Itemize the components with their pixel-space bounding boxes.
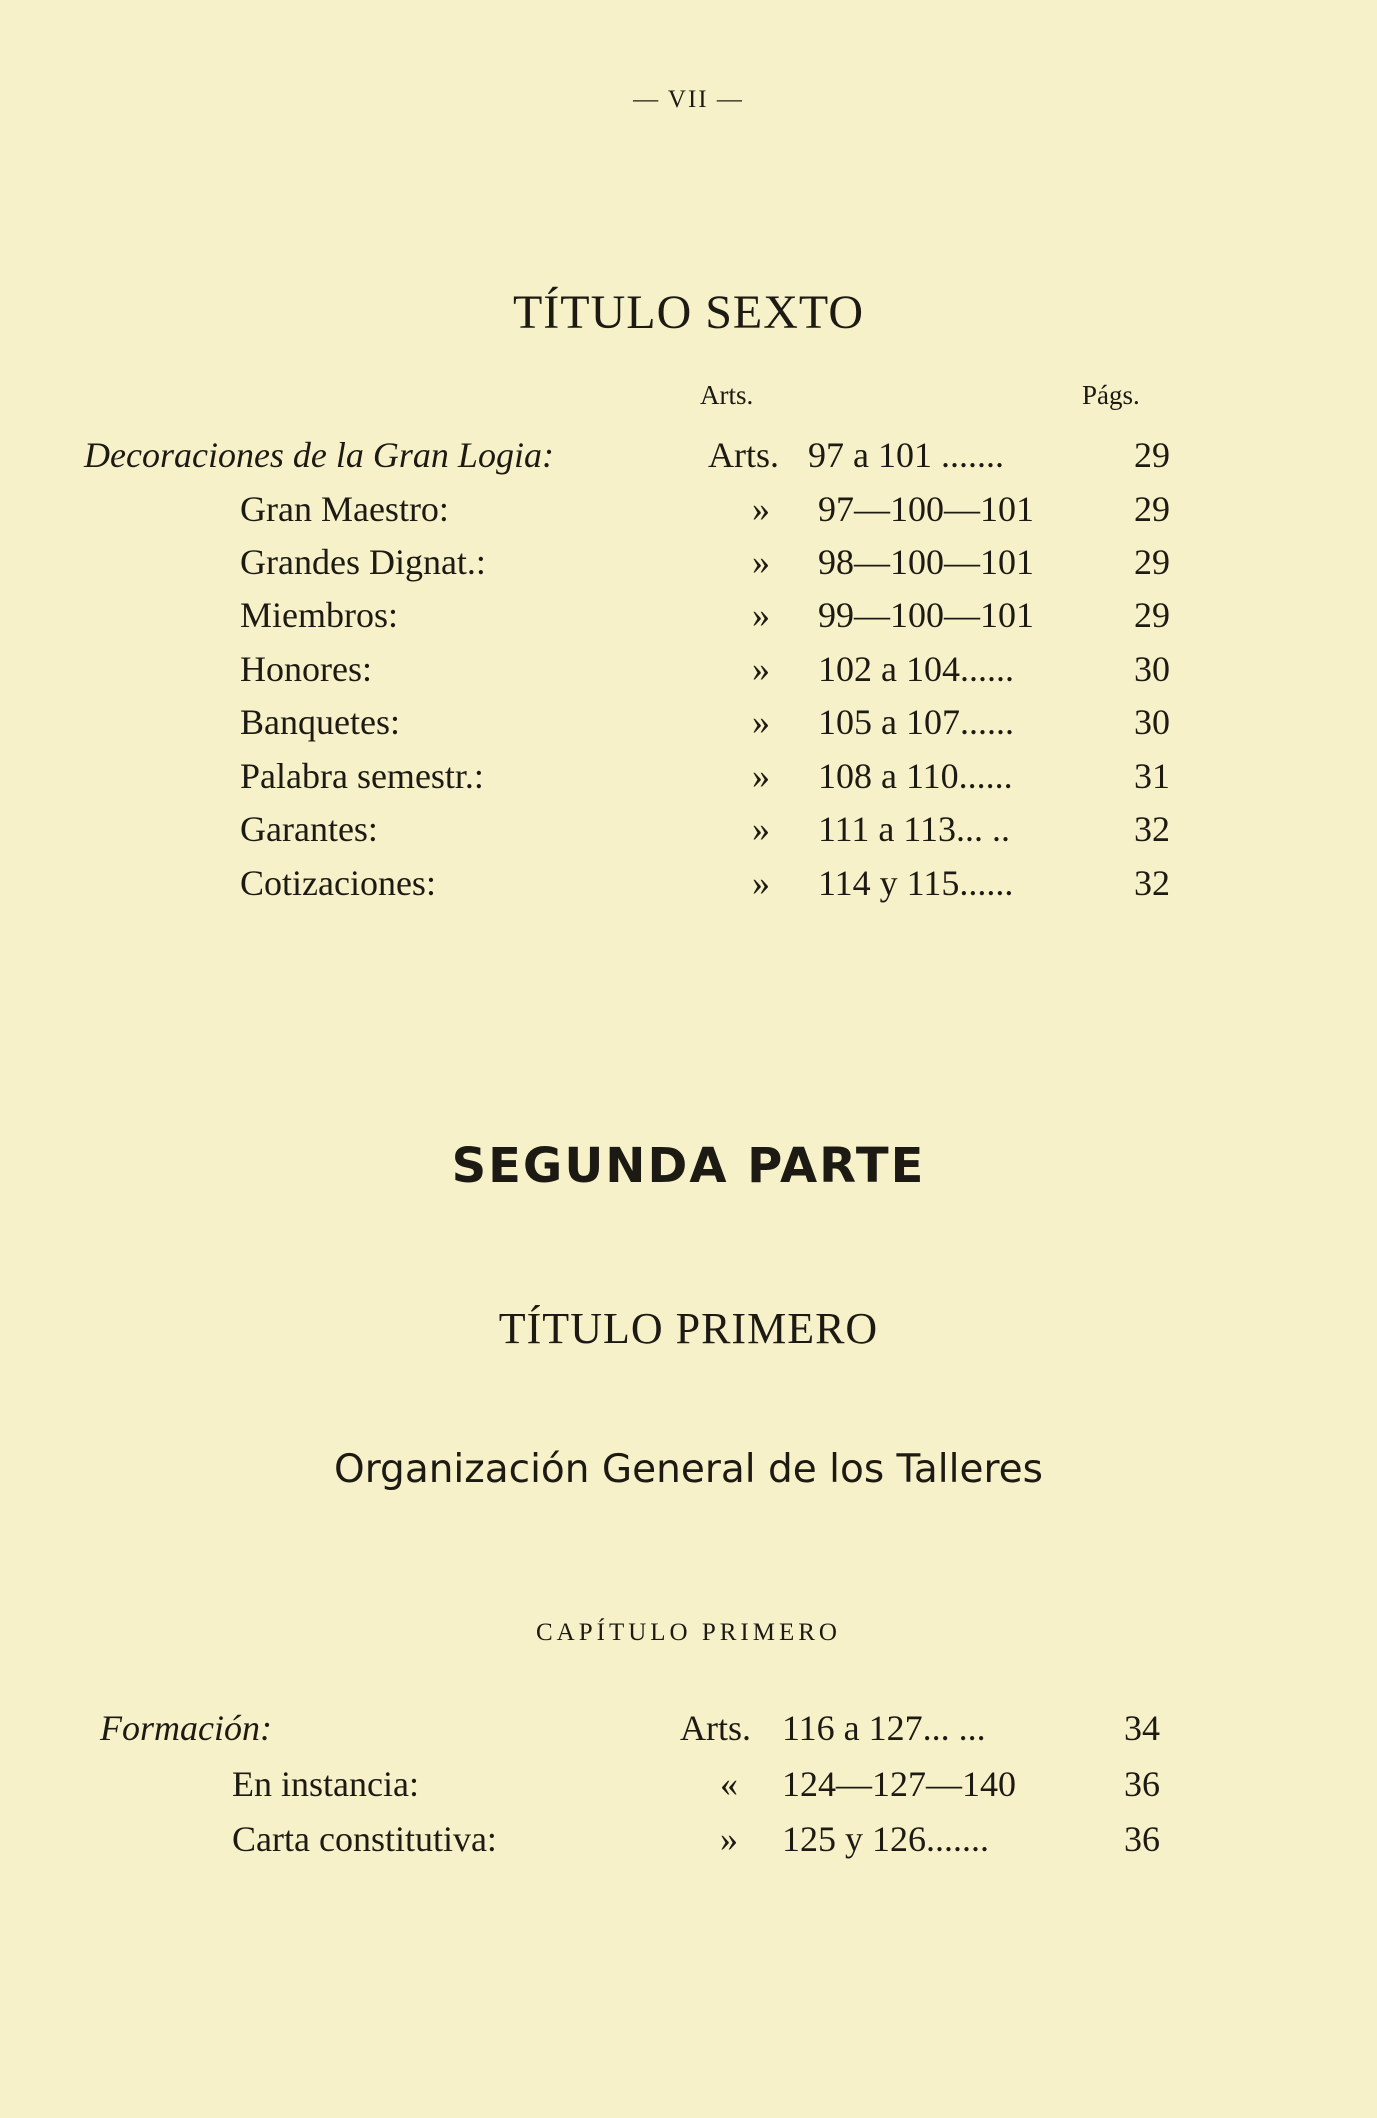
toc-refs: 125 y 126....... xyxy=(782,1819,989,1859)
part-heading: SEGUNDA PARTE xyxy=(451,1138,926,1194)
toc-row xyxy=(0,1763,1377,1819)
section-title-sexto: TÍTULO SEXTO xyxy=(512,286,865,339)
toc-refs: 102 a 104...... xyxy=(818,649,1014,689)
toc-prefix: » xyxy=(752,595,770,635)
toc-refs: 114 y 115...... xyxy=(818,863,1014,903)
toc-prefix: » xyxy=(752,542,770,582)
toc-page: 29 xyxy=(1134,542,1170,582)
toc-row xyxy=(0,1818,1377,1874)
toc-prefix: » xyxy=(752,489,770,529)
toc-refs: 105 a 107...... xyxy=(818,702,1014,742)
toc-prefix: « xyxy=(720,1764,738,1804)
column-header-arts: Arts. xyxy=(700,380,754,410)
section-subtitle: Organización General de los Talleres xyxy=(334,1447,1043,1492)
toc-page: 31 xyxy=(1134,756,1170,796)
toc-label: Decoraciones de la Gran Logia: xyxy=(84,435,554,475)
toc-prefix: » xyxy=(752,756,770,796)
toc-prefix: Arts. xyxy=(680,1708,751,1748)
toc-prefix: » xyxy=(752,702,770,742)
toc-row xyxy=(0,808,1377,864)
toc-refs: 111 a 113... .. xyxy=(818,809,1010,849)
toc-row xyxy=(0,1707,1377,1763)
toc-page: 29 xyxy=(1134,595,1170,635)
toc-label: En instancia: xyxy=(232,1764,419,1804)
toc-prefix: » xyxy=(752,649,770,689)
toc-refs: 108 a 110...... xyxy=(818,756,1013,796)
toc-page: 32 xyxy=(1134,863,1170,903)
toc-row xyxy=(0,755,1377,811)
toc-prefix: » xyxy=(720,1819,738,1859)
toc-page: 32 xyxy=(1134,809,1170,849)
toc-refs: 99—100—101 xyxy=(818,595,1034,635)
toc-label: Miembros: xyxy=(240,595,398,635)
toc-label: Palabra semestr.: xyxy=(240,756,484,796)
toc-refs: 97—100—101 xyxy=(818,489,1034,529)
toc-row xyxy=(0,862,1377,918)
toc-prefix: » xyxy=(752,809,770,849)
toc-refs: 116 a 127... ... xyxy=(782,1708,986,1748)
toc-label: Garantes: xyxy=(240,809,378,849)
toc-page: 29 xyxy=(1134,435,1170,475)
toc-label: Grandes Dignat.: xyxy=(240,542,486,582)
toc-row xyxy=(0,541,1377,597)
toc-label: Formación: xyxy=(100,1708,272,1748)
toc-page: 36 xyxy=(1124,1819,1160,1859)
toc-page: 30 xyxy=(1134,702,1170,742)
chapter-heading: CAPÍTULO PRIMERO xyxy=(536,1619,841,1646)
toc-page: 34 xyxy=(1124,1708,1160,1748)
toc-label: Gran Maestro: xyxy=(240,489,449,529)
toc-row xyxy=(0,594,1377,650)
toc-label: Banquetes: xyxy=(240,702,400,742)
toc-page: 30 xyxy=(1134,649,1170,689)
toc-refs: 124—127—140 xyxy=(782,1764,1016,1804)
toc-row xyxy=(0,488,1377,544)
toc-row xyxy=(0,434,1377,490)
section-title-primero: TÍTULO PRIMERO xyxy=(498,1304,879,1353)
toc-page: 29 xyxy=(1134,489,1170,529)
toc-refs: 97 a 101 ....... xyxy=(808,435,1004,475)
toc-row xyxy=(0,701,1377,757)
toc-row xyxy=(0,648,1377,704)
toc-label: Honores: xyxy=(240,649,372,689)
toc-page: 36 xyxy=(1124,1764,1160,1804)
toc-prefix: Arts. xyxy=(708,435,779,475)
column-header-pags: Págs. xyxy=(1082,380,1140,410)
toc-refs: 98—100—101 xyxy=(818,542,1034,582)
page-number: — VII — xyxy=(633,86,744,113)
toc-label: Cotizaciones: xyxy=(240,863,436,903)
toc-label: Carta constitutiva: xyxy=(232,1819,497,1859)
toc-prefix: » xyxy=(752,863,770,903)
